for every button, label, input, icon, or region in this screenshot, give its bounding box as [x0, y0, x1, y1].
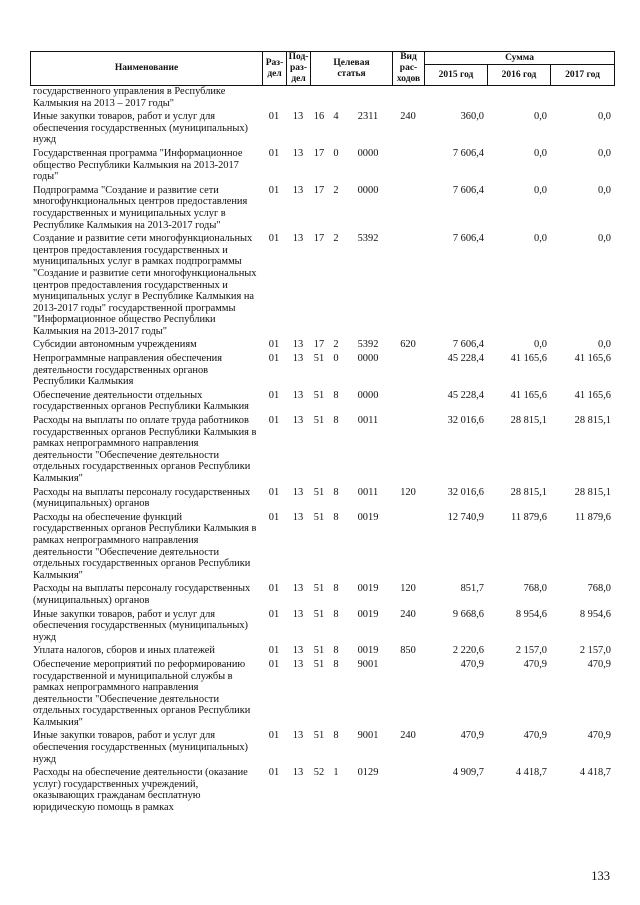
row-target-sub: 2 [333, 339, 339, 351]
row-vid [392, 657, 424, 729]
table-row [30, 657, 614, 729]
row-name: Расходы на выплаты персоналу государственных (муниципальных) органов [33, 583, 251, 606]
row-vid: 850 [400, 645, 416, 657]
table-row [30, 109, 614, 146]
col-header-sum: Сумма [425, 52, 615, 65]
row-sum-2017: 28 815,1 [574, 486, 611, 498]
target-label: Целевая статья [333, 57, 370, 79]
row-sum-2015: 7 606,4 [452, 339, 484, 351]
row-target-sub: 8 [333, 645, 339, 657]
row-razdel: 01 [268, 645, 280, 657]
table-row [30, 231, 614, 337]
row-razdel: 01 [268, 111, 280, 123]
row-name: Иные закупки товаров, работ и услуг для обеспечения государственных (муниципальных) нужд [33, 608, 249, 643]
row-sum-2016: 8 954,6 [515, 608, 547, 620]
row-target-sub: 2 [333, 233, 339, 245]
row-sum-2016: 0,0 [534, 339, 547, 351]
row-sum-2015: 12 740,9 [447, 511, 484, 523]
row-target-code: 0019 [357, 511, 379, 523]
row-target-sub: 8 [333, 730, 339, 742]
row-target-program: 51 [313, 353, 325, 365]
col-header-razdel [263, 52, 287, 86]
row-podrazdel: 13 [292, 353, 304, 365]
row-target-code: 0011 [357, 486, 379, 498]
row-sum-2015: 470,9 [460, 658, 484, 670]
row-sum-2017: 28 815,1 [574, 415, 611, 427]
row-vid: 620 [400, 339, 416, 351]
row-podrazdel: 13 [292, 486, 304, 498]
table-row [30, 510, 614, 582]
row-target-code: 0011 [357, 415, 379, 427]
row-sum-2015: 45 228,4 [447, 353, 484, 365]
row-target-code: 5392 [357, 339, 379, 351]
row-target-code: 9001 [357, 658, 379, 670]
row-sum-2015: 360,0 [460, 111, 484, 123]
row-name: Субсидии автономным учреждениям [33, 339, 197, 351]
table-row [30, 765, 614, 813]
row-sum-2017: 41 165,6 [574, 353, 611, 365]
row-sum-2015 [424, 86, 487, 109]
row-target-sub: 0 [333, 147, 339, 159]
row-sum-2017 [550, 86, 614, 109]
table-row [30, 413, 614, 485]
row-podrazdel: 13 [292, 415, 304, 427]
row-podrazdel: 13 [292, 147, 304, 159]
row-podrazdel: 13 [292, 233, 304, 245]
row-sum-2017: 0,0 [598, 184, 611, 196]
row-name: Обеспечение мероприятий по реформированию государственной и муниципальной службы в рамках непрограммного направления деятельности "Обеспечение деятельности отдельных государственных органов Республики Калмыкия" [33, 658, 251, 728]
row-vid [392, 146, 424, 183]
table-row [30, 337, 614, 351]
row-target-code: 0000 [357, 147, 379, 159]
row-razdel: 01 [268, 608, 280, 620]
row-sum-2015: 32 016,6 [447, 486, 484, 498]
row-razdel [262, 86, 286, 109]
table-header [30, 51, 615, 86]
row-sum-2016: 470,9 [523, 658, 547, 670]
col-header-2017: 2017 год [551, 65, 615, 86]
row-name: Расходы на обеспечение деятельности (оказание услуг) государственных учреждений, оказывающих гражданам бесплатную юридическую помощь в рамках [33, 767, 248, 814]
row-name: Иные закупки товаров, работ и услуг для обеспечения государственных (муниципальных) нужд [33, 730, 249, 765]
row-target-code: 2311 [357, 111, 379, 123]
row-target-program: 51 [313, 583, 325, 595]
row-sum-2017: 0,0 [598, 339, 611, 351]
col-header-2015: 2015 год [425, 65, 488, 86]
page-number: 133 [591, 869, 610, 883]
row-target-code: 0129 [357, 767, 379, 779]
row-target-program: 51 [313, 511, 325, 523]
row-vid [392, 510, 424, 582]
table-row [30, 146, 614, 183]
row-target-program: 51 [313, 658, 325, 670]
row-target-sub: 0 [333, 353, 339, 365]
row-sum-2015: 4 909,7 [452, 767, 484, 779]
row-target-program: 51 [313, 730, 325, 742]
row-target-sub: 8 [333, 486, 339, 498]
row-sum-2017: 470,9 [587, 730, 611, 742]
row-target-program: 51 [313, 389, 325, 401]
row-podrazdel: 13 [292, 658, 304, 670]
table-row [30, 581, 614, 606]
col-header-podrazdel [287, 52, 311, 86]
row-sum-2016: 0,0 [534, 233, 547, 245]
row-podrazdel: 13 [292, 389, 304, 401]
row-target-program: 17 [313, 147, 325, 159]
row-target-code: 0000 [357, 389, 379, 401]
row-sum-2017: 8 954,6 [579, 608, 611, 620]
row-name: Расходы на выплаты персоналу государственных (муниципальных) органов [33, 486, 251, 510]
row-podrazdel: 13 [292, 339, 304, 351]
row-sum-2017: 470,9 [587, 658, 611, 670]
row-name: Иные закупки товаров, работ и услуг для обеспечения государственных (муниципальных) нужд [33, 111, 249, 146]
budget-table-sheet [30, 51, 614, 814]
row-razdel: 01 [268, 233, 280, 245]
row-podrazdel: 13 [292, 583, 304, 595]
row-target-program: 17 [313, 339, 325, 351]
row-razdel: 01 [268, 511, 280, 523]
row-target-program: 51 [313, 645, 325, 657]
row-sum-2016: 11 879,6 [511, 511, 547, 523]
table-row [30, 728, 614, 765]
row-target-sub: 2 [333, 184, 339, 196]
row-sum-2015: 7 606,4 [452, 147, 484, 159]
row-podrazdel [286, 86, 310, 109]
row-sum-2016: 0,0 [534, 147, 547, 159]
row-sum-2016: 41 165,6 [510, 389, 547, 401]
podrazdel-label: Под- раз- дел [288, 52, 309, 84]
row-podrazdel: 13 [292, 645, 304, 657]
row-sum-2016 [487, 86, 550, 109]
row-target-code: 0019 [357, 645, 379, 657]
row-sum-2017: 0,0 [598, 111, 611, 123]
row-target-sub [328, 86, 344, 109]
row-target-code: 5392 [357, 233, 379, 245]
row-sum-2016: 41 165,6 [510, 353, 547, 365]
row-target-code: 0019 [357, 608, 379, 620]
row-vid [392, 86, 424, 109]
row-sum-2017: 11 879,6 [575, 511, 611, 523]
razdel-label: Раз- дел [265, 57, 284, 79]
row-sum-2016: 0,0 [534, 111, 547, 123]
row-target-sub: 8 [333, 511, 339, 523]
row-target-sub: 8 [333, 658, 339, 670]
row-sum-2016: 0,0 [534, 184, 547, 196]
row-podrazdel: 13 [292, 608, 304, 620]
row-podrazdel: 13 [292, 730, 304, 742]
row-vid [392, 351, 424, 388]
row-razdel: 01 [268, 583, 280, 595]
table-row [30, 183, 614, 231]
row-target-sub: 8 [333, 415, 339, 427]
table-body [30, 86, 614, 814]
col-header-2016: 2016 год [488, 65, 551, 86]
row-vid: 120 [400, 486, 416, 498]
row-sum-2017: 768,0 [587, 583, 611, 595]
row-sum-2016: 470,9 [523, 730, 547, 742]
row-sum-2016: 768,0 [523, 583, 547, 595]
row-vid [392, 765, 424, 813]
row-target-code [344, 86, 392, 109]
row-sum-2016: 28 815,1 [510, 415, 547, 427]
table-row [30, 351, 614, 388]
row-sum-2017: 0,0 [598, 233, 611, 245]
col-header-vid [393, 52, 425, 86]
row-razdel: 01 [268, 730, 280, 742]
row-sum-2016: 28 815,1 [510, 486, 547, 498]
row-target-program: 16 [313, 111, 325, 123]
row-razdel: 01 [268, 184, 280, 196]
vid-label: Вид рас- ходов [396, 52, 421, 84]
row-target-code: 0000 [357, 184, 379, 196]
row-sum-2016: 2 157,0 [515, 645, 547, 657]
row-razdel: 01 [268, 658, 280, 670]
row-name: государственного управления в Республике Калмыкия на 2013 – 2017 годы" [33, 86, 226, 109]
row-vid: 240 [400, 730, 416, 742]
row-sum-2015: 7 606,4 [452, 184, 484, 196]
row-razdel: 01 [268, 389, 280, 401]
row-name: Расходы на обеспечение функций государственных органов Республики Калмыкия в рамках непрограммного направления деятельности "Обеспечение деятельности отдельных государственных органов Республики Калмыкия" [33, 511, 257, 581]
row-target-program [310, 86, 328, 109]
row-target-program: 51 [313, 486, 325, 498]
row-razdel: 01 [268, 147, 280, 159]
col-header-name: Наименование [31, 52, 263, 86]
col-header-target [311, 52, 393, 86]
table-row [30, 643, 614, 657]
row-podrazdel: 13 [292, 511, 304, 523]
row-vid: 240 [400, 608, 416, 620]
row-name: Непрограммные направления обеспечения деятельности государственных органов Республики Калмыкия [33, 353, 222, 388]
row-sum-2015: 7 606,4 [452, 233, 484, 245]
table-row [30, 86, 614, 109]
row-target-program: 51 [313, 415, 325, 427]
row-razdel: 01 [268, 353, 280, 365]
row-vid [392, 413, 424, 485]
row-sum-2016: 4 418,7 [515, 767, 547, 779]
row-target-program: 17 [313, 233, 325, 245]
row-razdel: 01 [268, 767, 280, 779]
row-razdel: 01 [268, 415, 280, 427]
row-target-sub: 8 [333, 583, 339, 595]
row-target-program: 51 [313, 608, 325, 620]
row-name: Государственная программа "Информационное общество Республики Калмыкия на 2013-2017 годы" [33, 147, 243, 183]
row-name: Уплата налогов, сборов и иных платежей [33, 645, 215, 657]
row-target-sub: 4 [333, 111, 339, 123]
row-name: Обеспечение деятельности отдельных государственных органов Республики Калмыкия [33, 389, 249, 413]
row-sum-2015: 851,7 [460, 583, 484, 595]
row-podrazdel: 13 [292, 767, 304, 779]
row-sum-2015: 45 228,4 [447, 389, 484, 401]
row-podrazdel: 13 [292, 184, 304, 196]
row-target-sub: 8 [333, 389, 339, 401]
row-vid: 120 [400, 583, 416, 595]
row-podrazdel: 13 [292, 111, 304, 123]
row-name: Подпрограмма "Создание и развитие сети многофункциональных центров предоставления государственных и муниципальных услуг в Республике Калмыкия на 2013-2017 годы" [33, 184, 248, 231]
row-sum-2017: 0,0 [598, 147, 611, 159]
row-target-program: 17 [313, 184, 325, 196]
row-sum-2015: 2 220,6 [452, 645, 484, 657]
row-target-code: 9001 [357, 730, 379, 742]
row-vid [392, 231, 424, 337]
row-target-code: 0000 [357, 353, 379, 365]
table-row [30, 388, 614, 413]
table-row [30, 485, 614, 510]
table-row [30, 607, 614, 644]
row-vid: 240 [400, 111, 416, 123]
row-target-code: 0019 [357, 583, 379, 595]
row-target-program: 52 [313, 767, 325, 779]
row-name: Расходы на выплаты по оплате труда работников государственных органов Республики Калмыкия в рамках непрограммного направления деятельности "Обеспечение деятельности отдельных государственных органов Республики Калмыкия" [33, 415, 257, 484]
row-razdel: 01 [268, 486, 280, 498]
row-sum-2017: 2 157,0 [579, 645, 611, 657]
row-sum-2017: 41 165,6 [574, 389, 611, 401]
row-sum-2017: 4 418,7 [579, 767, 611, 779]
row-target-sub: 8 [333, 608, 339, 620]
row-name: Создание и развитие сети многофункциональных центров предоставления государственных и муниципальных услуг в рамках подпрограммы "Создание и развитие сети многофункциональных центров предоставления государственных и муниципальных услуг в Республике Калмыкия на 2013-2017 годы" государственной программы "Информационное общество Республики Калмыкия на 2013-2017 годы" [33, 233, 257, 337]
row-sum-2015: 9 668,6 [452, 608, 484, 620]
row-vid [392, 388, 424, 413]
row-target-sub: 1 [333, 767, 339, 779]
row-sum-2015: 470,9 [460, 730, 484, 742]
row-sum-2015: 32 016,6 [447, 415, 484, 427]
row-razdel: 01 [268, 339, 280, 351]
row-vid [392, 183, 424, 231]
